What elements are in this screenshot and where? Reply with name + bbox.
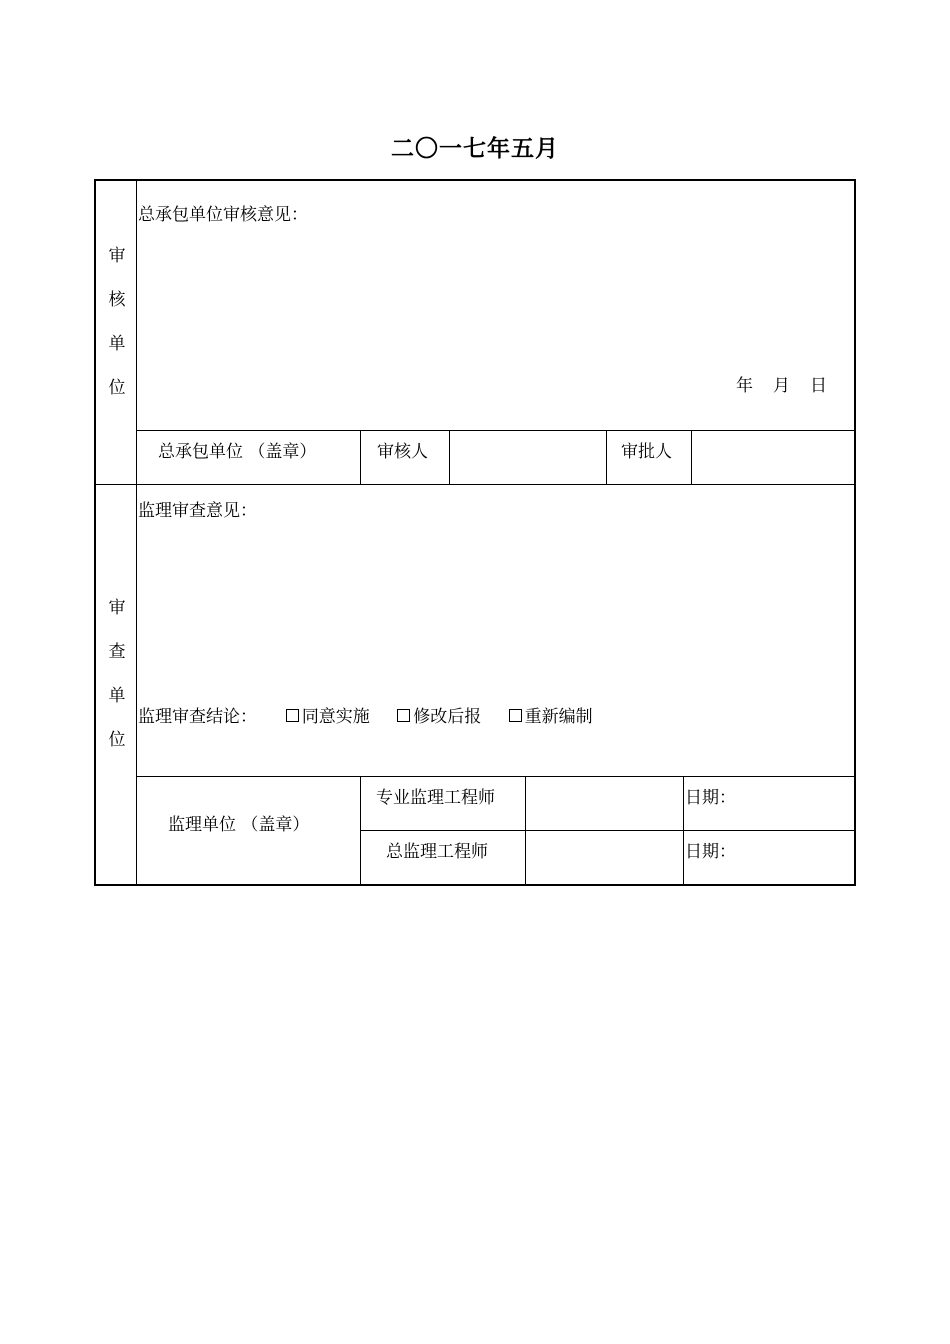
inspection-unit-side-label (105, 598, 129, 774)
section-divider-line (95, 484, 855, 485)
sig-col-line-4 (691, 430, 692, 484)
checkbox-icon[interactable] (286, 709, 299, 722)
insp-col-line-3 (683, 776, 684, 886)
approver-signature-field[interactable] (696, 436, 851, 480)
conclusion-label: 监理审查结论： (138, 707, 257, 727)
chief-engineer-signature-field[interactable] (530, 836, 678, 880)
side-char: 审 (108, 246, 126, 266)
side-char: 查 (108, 642, 126, 662)
inspection-sign-top-line (136, 776, 855, 777)
checkbox-icon[interactable] (509, 709, 522, 722)
reviewer-signature-field[interactable] (454, 436, 602, 480)
sig-col-line-3 (606, 430, 607, 484)
side-char: 位 (108, 730, 126, 750)
sig-col-line-1 (360, 430, 361, 484)
option-revise[interactable] (397, 707, 481, 727)
side-char: 核 (108, 290, 126, 310)
chief-date-label: 日期： (685, 842, 736, 862)
specialist-engineer-label: 专业监理工程师 (376, 788, 495, 808)
side-char: 审 (108, 598, 126, 618)
side-char: 位 (108, 378, 126, 398)
form-outer-border (94, 179, 856, 886)
option-label: 修改后报 (413, 707, 482, 727)
review-unit-side-label (105, 246, 129, 422)
insp-col-line-1 (360, 776, 361, 886)
approver-label: 审批人 (621, 442, 672, 462)
reviewer-label: 审核人 (377, 442, 428, 462)
conclusion-row (138, 707, 615, 727)
contractor-opinion-label: 总承包单位审核意见： (138, 205, 308, 225)
side-column-divider (136, 180, 137, 885)
specialist-engineer-signature-field[interactable] (530, 782, 678, 826)
insp-col-line-2 (525, 776, 526, 886)
checkbox-icon[interactable] (397, 709, 410, 722)
contractor-stamp-label: 总承包单位 （盖章） (158, 442, 317, 462)
review-date-year: 年 (736, 376, 753, 396)
option-approve[interactable] (286, 707, 370, 727)
signature-row-top-line (136, 430, 855, 431)
inspection-sign-mid-line (360, 830, 855, 831)
side-char: 单 (108, 686, 126, 706)
specialist-date-label: 日期： (685, 788, 736, 808)
option-label: 同意实施 (301, 707, 370, 727)
page-title: 二〇一七年五月 (391, 136, 559, 162)
supervisor-unit-stamp-label: 监理单位 （盖章） (168, 815, 310, 835)
review-date-day: 日 (810, 376, 827, 396)
sig-col-line-2 (449, 430, 450, 484)
option-redo[interactable] (509, 707, 593, 727)
option-label: 重新编制 (524, 707, 593, 727)
chief-engineer-label: 总监理工程师 (386, 842, 488, 862)
supervisor-opinion-label: 监理审查意见： (138, 501, 257, 521)
review-date-month: 月 (773, 376, 790, 396)
side-char: 单 (108, 334, 126, 354)
